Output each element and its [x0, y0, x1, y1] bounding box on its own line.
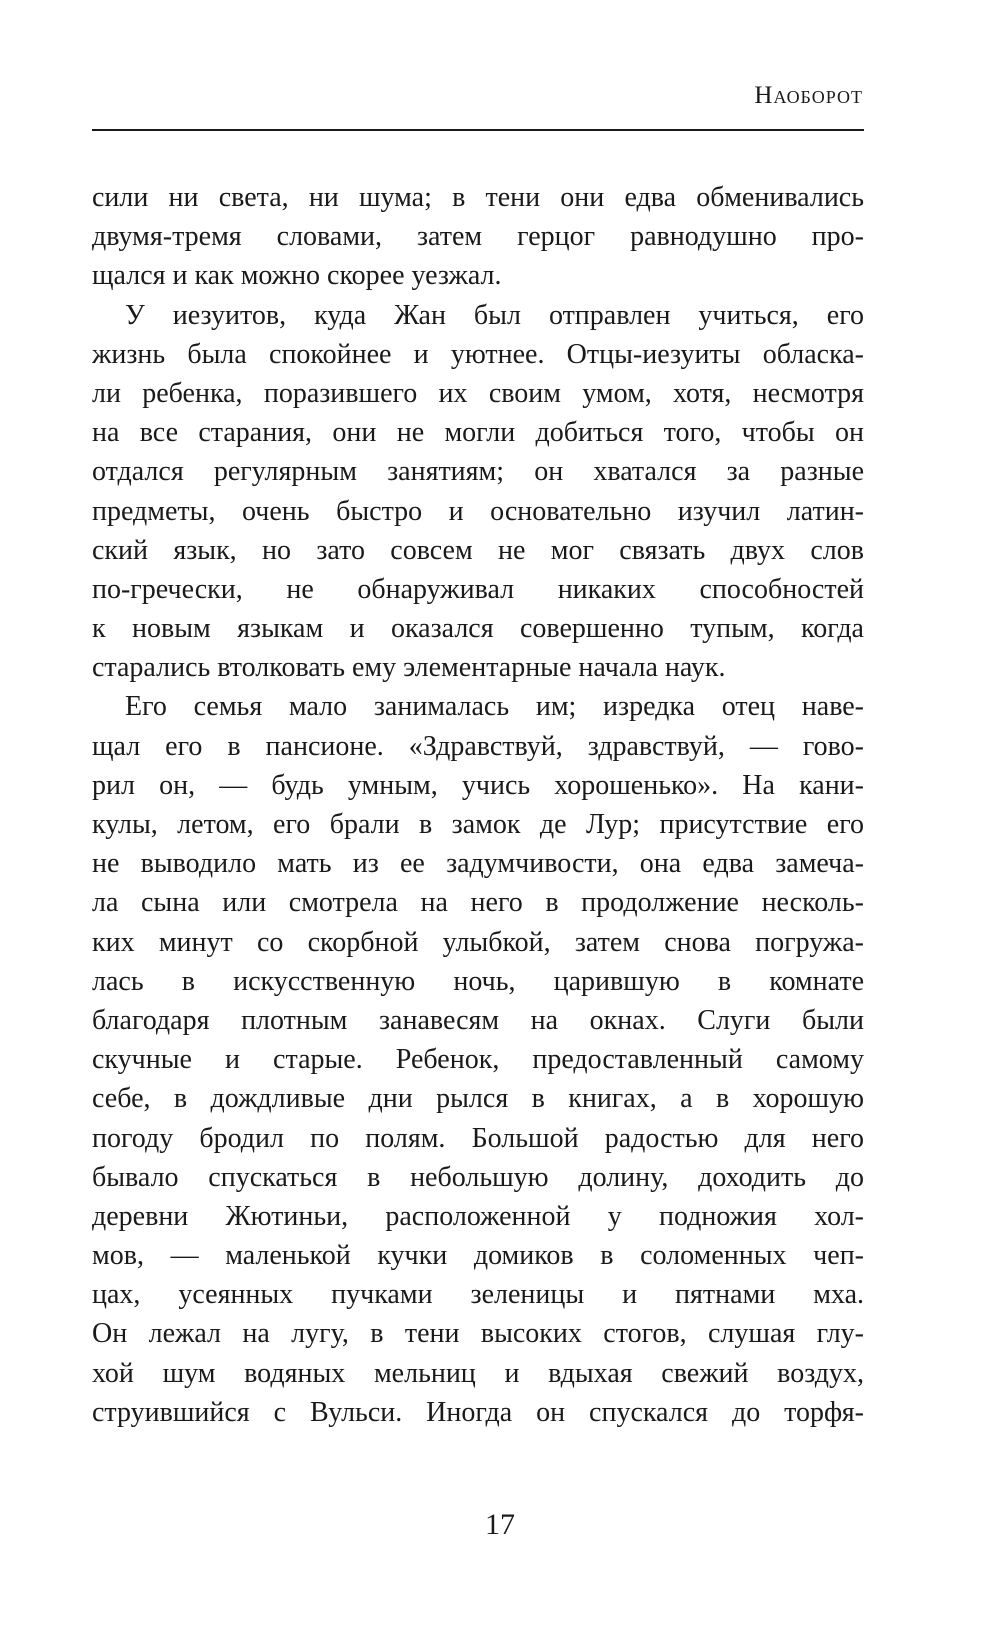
body-text [92, 178, 864, 1432]
text-line: себе, в дождливые дни рылся в книгах, а в хорошую [92, 1083, 864, 1115]
text-line: сили ни света, ни шума; в тени они едва обменивались [92, 182, 864, 213]
text-line: старались втолковать ему элементарные начала наук. [92, 652, 726, 684]
text-line: деревни Жютиньи, расположенной у подножия хол- [92, 1200, 864, 1232]
text-line: к новым языкам и оказался совершенно тупым, когда [92, 613, 864, 645]
text-line: ла сына или смотрела на него в продолжение несколь- [92, 887, 864, 919]
text-line: ский язык, но зато совсем не мог связать двух слов [92, 534, 864, 566]
text-line: двумя-тремя словами, затем герцог равнодушно про- [92, 221, 864, 253]
page-number: 17 [485, 1508, 515, 1541]
text-line: предметы, очень быстро и основательно изучил латин- [92, 495, 864, 527]
text-line: ли ребенка, поразившего их своим умом, хотя, несмотря [92, 377, 864, 409]
text-line: щал его в пансионе. «Здравствуй, здравствуй, — гово- [92, 730, 864, 762]
text-line: ких минут со скорбной улыбкой, затем снова погружа- [92, 926, 864, 958]
text-line: на все старания, они не могли добиться того, чтобы он [92, 417, 864, 449]
text-line: отдался регулярным занятиям; он хватался за разные [92, 456, 864, 488]
text-line: мов, — маленькой кучки домиков в соломенных чеп- [92, 1240, 864, 1272]
text-line: кулы, летом, его брали в замок де Лур; присутствие его [92, 809, 864, 840]
text-line: щался и как можно скорее уезжал. [92, 260, 502, 292]
text-line: рил он, — будь умным, учись хорошенько». На кани- [92, 769, 864, 801]
text-line: Он лежал на лугу, в тени высоких стогов, слушая глу- [92, 1318, 864, 1350]
text-line: лась в искусственную ночь, царившую в комнате [92, 965, 864, 997]
text-line: жизнь была спокойнее и уютнее. Отцы-иезуиты обласка- [92, 338, 864, 370]
header-rule [92, 129, 864, 131]
running-head-title: Наоборот [754, 82, 863, 109]
text-line: благодаря плотным занавесям на окнах. Слуги были [92, 1004, 864, 1036]
text-line: хой шум водяных мельниц и вдыхая свежий воздух, [92, 1357, 864, 1389]
text-line: скучные и старые. Ребенок, предоставленный самому [92, 1044, 864, 1076]
text-line: У иезуитов, куда Жан был отправлен учиться, его [125, 299, 864, 331]
text-line: цах, усеянных пучками зеленицы и пятнами мха. [92, 1279, 864, 1311]
text-line: по-гречески, не обнаруживал никаких способностей [92, 573, 864, 605]
text-line: струившийся с Вульси. Иногда он спускался до торфя- [92, 1396, 864, 1428]
text-line: Его семья мало занималась им; изредка отец наве- [125, 691, 864, 723]
text-line: бывало спускаться в небольшую долину, доходить до [92, 1161, 864, 1193]
text-line: не выводило мать из ее задумчивости, она едва замеча- [92, 848, 864, 880]
text-line: погоду бродил по полям. Большой радостью для него [92, 1122, 864, 1154]
